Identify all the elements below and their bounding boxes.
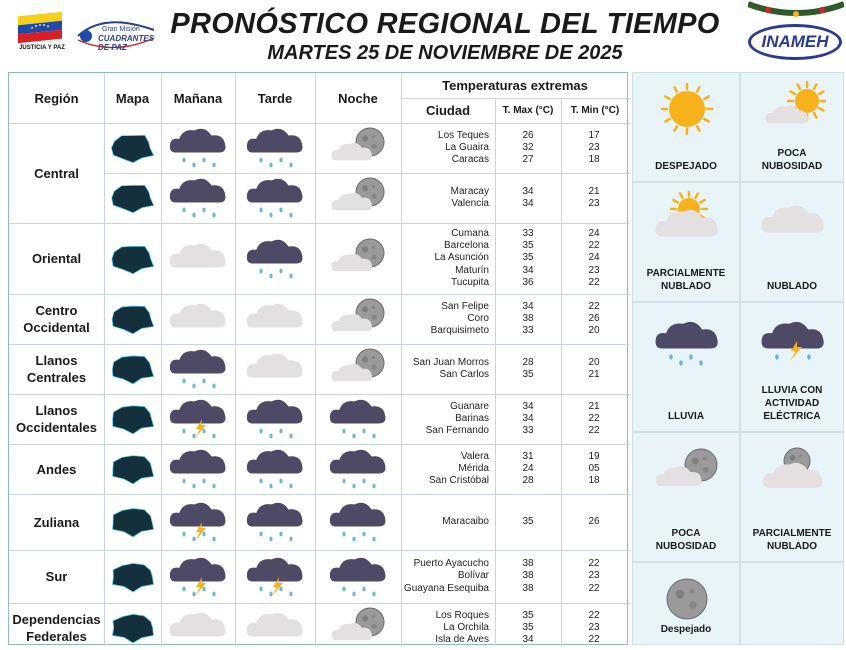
region-map [105, 300, 161, 338]
moon-icon [654, 571, 720, 627]
storm-cloud-icon [760, 311, 826, 367]
city-names: San Felipe Coro Barquisimeto [430, 300, 489, 337]
header-extremes: Temperaturas extremas [442, 78, 588, 93]
temp-max: 28 35 [522, 356, 534, 380]
inameh-logo: INAMEH [748, 24, 842, 60]
lluvia-icon [244, 126, 306, 170]
header-tmax: T. Max (°C) [502, 105, 554, 116]
region-map [105, 129, 161, 167]
poca-nubosidad-noche-icon [327, 237, 389, 281]
lluvia-icon [327, 397, 389, 441]
christmas-garland-icon [748, 0, 844, 22]
legend-item [632, 432, 740, 562]
legend-item [632, 182, 740, 302]
lluvia-icon [327, 447, 389, 491]
nublado-icon [244, 347, 306, 391]
region-name: Zuliana [33, 514, 80, 530]
temp-max: 33 35 35 34 36 [522, 228, 534, 288]
temp-min: 17 23 18 [588, 129, 600, 166]
temp-min: 22 26 20 [588, 300, 600, 337]
temp-min: 19 05 18 [588, 450, 600, 487]
region-map [105, 503, 161, 541]
city-names: Valera Mérida San Cristóbal [428, 450, 489, 487]
lluvia-icon [244, 176, 306, 220]
row-divider [104, 173, 629, 174]
legend-label: DESPEJADO [655, 161, 717, 172]
header-region: Región [34, 90, 79, 106]
region-name: Oriental [31, 251, 82, 266]
legend-item [740, 432, 844, 562]
header-city: Ciudad [425, 103, 471, 118]
gran-mision-logo [74, 16, 158, 54]
sun-cloud-icon [760, 81, 826, 137]
header [0, 0, 846, 70]
forecast-table [8, 72, 628, 645]
header-afternoon: Tarde [257, 90, 293, 106]
legend-label: POCA NUBOSIDAD [761, 148, 823, 172]
column-divider [235, 73, 236, 646]
lluvia-electrica-icon [167, 397, 229, 441]
temp-max: 34 34 [522, 185, 534, 209]
page-title: PRONÓSTICO REGIONAL DEL TIEMPO [170, 8, 720, 40]
flag-icon [18, 12, 62, 44]
nublado-icon [167, 297, 229, 341]
lluvia-icon [167, 176, 229, 220]
legend-label: PARCIALMENTE NUBLADO [646, 268, 726, 292]
city-names: Maracay Valencia [450, 185, 489, 209]
lluvia-electrica-icon [244, 555, 306, 599]
nublado-icon [244, 297, 306, 341]
temp-min: 20 21 [588, 356, 600, 380]
legend-label: PARCIALMENTE NUBLADO [752, 528, 832, 552]
region-name: Llanos Centrales [26, 353, 87, 385]
legend-empty-cell [740, 562, 844, 645]
city-names: Maracaibo [442, 515, 489, 527]
temp-min: 24 22 24 23 22 [588, 228, 600, 288]
lluvia-electrica-icon [167, 500, 229, 544]
poca-nubosidad-noche-icon [327, 297, 389, 341]
legend-label: LLUVIA [667, 411, 705, 422]
legend-item [632, 72, 740, 182]
nublado-icon [167, 606, 229, 650]
temp-max: 26 32 27 [522, 129, 534, 166]
lluvia-icon [327, 555, 389, 599]
city-names: Los Teques La Guaira Caracas [438, 129, 489, 166]
nublado-icon [244, 606, 306, 650]
city-names: Los Roques La Orchila Isla de Aves [435, 609, 489, 646]
city-names: Puerto Ayacucho Bolívar Guayana Esequiba [403, 558, 489, 594]
lluvia-icon [167, 347, 229, 391]
lluvia-icon [244, 447, 306, 491]
legend-label: NUBLADO [767, 281, 817, 292]
temp-max: 38 38 38 [522, 558, 534, 594]
logo-gm-line2: CUADRANTES DE PAZ [98, 34, 154, 52]
logo-gm-line1: Gran Misión [102, 26, 140, 33]
region-name: Dependencias Federales [12, 612, 101, 644]
region-map [105, 609, 161, 647]
poca-nubosidad-noche-icon [327, 126, 389, 170]
header-night: Noche [338, 90, 378, 106]
lluvia-icon [244, 237, 306, 281]
legend-item [740, 72, 844, 182]
region-name: Andes [36, 461, 77, 477]
nublado-icon [167, 237, 229, 281]
rain-cloud-icon [654, 311, 720, 367]
region-name: Llanos Occidentales [16, 403, 97, 435]
moon-cloud-icon [654, 441, 720, 497]
city-names: Guanare Barinas San Fernando [425, 400, 489, 437]
legend-item [632, 562, 740, 645]
legend-label: LLUVIA CON ACTIVIDAD ELÉCTRICA [761, 385, 823, 422]
region-name: Central [34, 165, 79, 181]
legend-label: Despejado [660, 624, 712, 635]
region-map [105, 450, 161, 488]
legend-label: POCA NUBOSIDAD [655, 528, 717, 552]
temp-min: 22 23 22 [588, 609, 600, 646]
region-map [105, 400, 161, 438]
header-map: Mapa [115, 90, 150, 106]
region-map [105, 179, 161, 217]
lluvia-electrica-icon [167, 555, 229, 599]
lluvia-icon [167, 447, 229, 491]
city-names: San Juan Morros San Carlos [412, 356, 489, 380]
column-divider [161, 73, 162, 646]
temp-max: 35 35 34 [522, 609, 534, 646]
sun-behind-cloud-icon [654, 191, 720, 247]
lluvia-icon [167, 126, 229, 170]
header-tmin: T. Min (°C) [570, 105, 620, 116]
lluvia-icon [244, 397, 306, 441]
legend [632, 72, 844, 645]
region-map [105, 558, 161, 596]
temp-max: 34 34 33 [522, 400, 534, 437]
poca-nubosidad-noche-icon [327, 176, 389, 220]
temp-min: 22 23 22 [588, 558, 600, 594]
lluvia-icon [244, 500, 306, 544]
temp-min: 21 23 [588, 185, 600, 209]
poca-nubosidad-noche-icon [327, 606, 389, 650]
region-name: Sur [45, 569, 68, 584]
region-name: Centro Occidental [23, 303, 90, 335]
logo-left-text: JUSTICIA Y PAZ [19, 45, 65, 51]
region-map [105, 240, 161, 278]
temp-min: 26 [588, 515, 600, 527]
city-names: Cumana Barcelona La Asunción Maturín Tucupita [434, 228, 489, 288]
legend-item [740, 182, 844, 302]
cloud-icon [760, 191, 826, 247]
region-map [105, 350, 161, 388]
lluvia-icon [327, 500, 389, 544]
sun-icon [654, 81, 720, 137]
column-divider [315, 73, 316, 646]
temp-max: 31 24 28 [522, 450, 534, 487]
page-subtitle: MARTES 25 DE NOVIEMBRE DE 2025 [267, 42, 623, 64]
poca-nubosidad-noche-icon [327, 347, 389, 391]
moon-behind-cloud-icon [760, 441, 826, 497]
temp-min: 21 22 22 [588, 400, 600, 437]
header-morning: Mañana [173, 90, 223, 106]
row-divider [401, 98, 629, 99]
legend-item [632, 302, 740, 432]
legend-item [740, 302, 844, 432]
temp-max: 35 [522, 515, 534, 527]
temp-max: 34 38 33 [522, 300, 534, 337]
